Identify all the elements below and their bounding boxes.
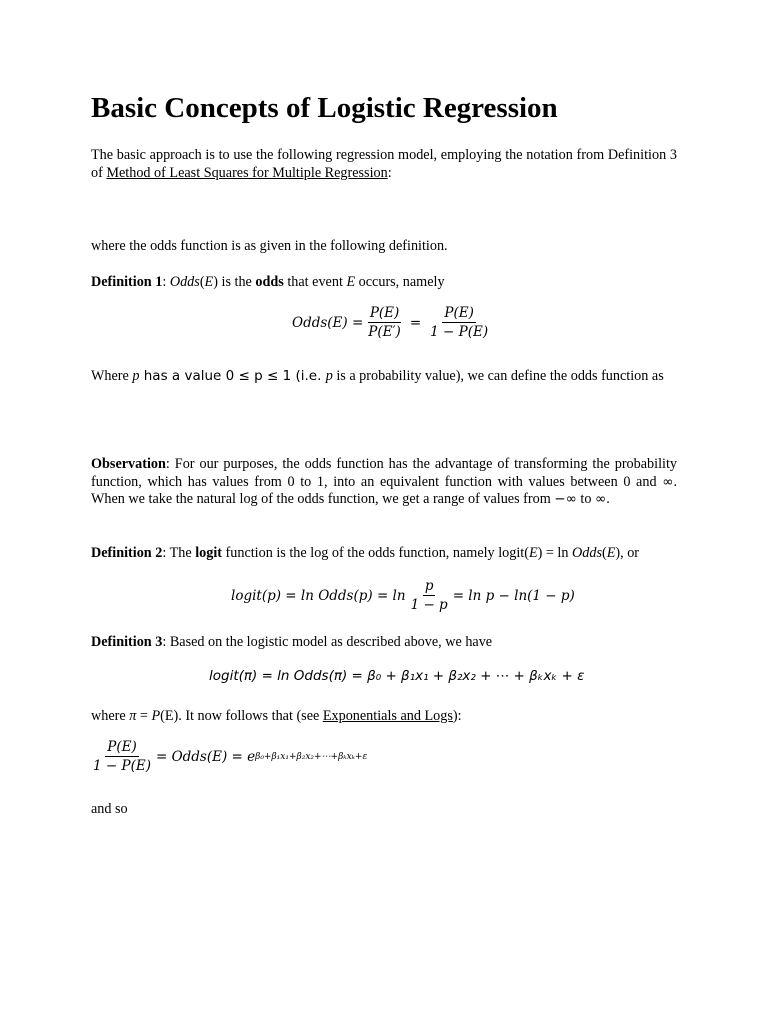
observation-paragraph [91,456,677,509]
page-title: Basic Concepts of Logistic Regression [91,92,558,124]
where-pi-b: = [136,708,152,724]
intro-paragraph [91,147,677,182]
observation-label: Observation [91,456,166,472]
event-symbol: E [346,274,356,290]
definition-1-colon: : [162,274,170,290]
definition-3-text: : Based on the logistic model as described above, we have [162,634,493,650]
event-symbol-3: E [606,545,616,561]
odds-fraction-2 [428,305,490,340]
where-p-c: (i.e. [291,368,326,384]
where-p-d: is a probability value), we can define the odds function as [332,368,664,384]
exponentials-logs-link[interactable]: Exponentials and Logs [322,708,453,724]
least-squares-link[interactable]: Method of Least Squares for Multiple Regression [106,164,388,181]
logit-fraction [409,578,450,613]
definition-2-text-e: ), or [615,545,640,561]
odds-arg: (E) [199,274,218,290]
odds-note: where the odds function is as given in the following definition. [91,238,448,254]
observation-text-b: . When we take the natural log of the odds function, we get a range of values from [91,473,677,507]
definition-3 [91,634,677,652]
logit-frac-num: p [424,578,434,594]
exp-equation [88,739,367,774]
logit-bold: logit [195,545,222,561]
intro-colon: : [387,164,392,181]
exp-frac-den: 1 − P(E) [93,758,151,774]
exp-frac-num: P(E) [107,739,137,755]
pi-symbol: π [129,708,137,724]
definition-1-tail-a: that event [283,274,347,290]
odds-fraction-1 [366,305,403,340]
exp-fraction [91,739,153,774]
odds-frac1-num: P(E) [369,305,400,321]
P-symbol: P [151,708,161,724]
odds-eq-lhs: Odds(E) = [292,314,364,331]
logit-frac-den: 1 − p [410,597,448,613]
definition-1-mid: is the [217,274,256,290]
observation-text-a: : For our purposes, the odds function has the advantage of transforming the probability function, which has values from 0 to 1, into an equivalent function with values between 0 and [91,456,677,490]
logit-eq-rhs: = ln p − ln(1 − p) [452,587,575,604]
odds-term-2: Odds [572,545,602,561]
definition-1-label: Definition 1 [91,274,163,290]
where-p-a: Where [91,368,133,384]
definition-2-label: Definition 2 [91,545,163,561]
definition-1 [91,274,677,292]
p-symbol-2: p [325,368,333,384]
definition-2 [91,545,677,563]
where-pi-a: where [91,708,130,724]
odds-eq-sign: = [409,314,422,331]
definition-3-label: Definition 3 [91,634,163,650]
where-p-b: has a value [139,368,226,384]
p-range: 0 ≤ p ≤ 1 [225,368,292,384]
infinity-1: ∞ [662,473,674,490]
model-equation: logit(π) = ln Odds(π) = β₀ + β₁x₁ + β₂x₂ + ⋯ + βₖxₖ + ε [209,668,585,684]
where-p-paragraph [91,368,677,386]
definition-2-text-c: ) = ln [537,545,573,561]
odds-frac2-den: 1 − P(E) [430,324,489,340]
odds-bold: odds [255,274,284,290]
neg-infinity: −∞ [554,491,577,507]
observation-text-d: . [606,491,610,507]
observation-text-c: to [576,491,595,507]
where-pi-c: (E). It now follows that (see [160,708,323,724]
odds-frac1-den: P(E′) [368,324,401,340]
definition-2-text-b: function is the log of the odds function, namely logit( [221,545,529,561]
event-symbol-2: E [528,545,538,561]
exp-eq-mid: = Odds(E) = e [155,748,256,765]
odds-frac2-num: P(E) [444,305,474,321]
exp-exponent: β₀+β₁x₁+β₂x₂+⋯+βₖxₖ+ε [255,751,368,762]
where-pi-d: ): [452,708,462,724]
odds-term: Odds [169,274,200,290]
definition-2-text-d: ( [601,545,607,561]
definition-1-tail-b: occurs, namely [355,274,445,290]
definition-2-text-a: : The [162,545,196,561]
and-so-text: and so [91,801,128,817]
logit-eq-lhs: logit(p) = ln Odds(p) = ln [231,587,406,604]
infinity-2: ∞ [595,491,607,507]
logit-equation [231,578,575,613]
odds-equation [292,305,493,340]
intro-text: The basic approach is to use the following regression model, employing the notation from Definition 3 of [91,147,677,181]
p-symbol-1: p [132,368,140,384]
where-pi-paragraph [91,708,677,726]
